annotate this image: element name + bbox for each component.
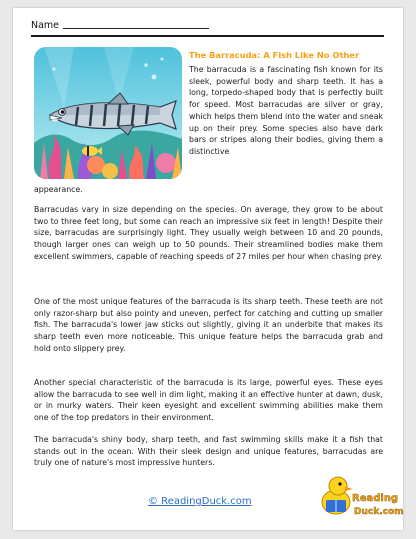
paragraph-1-side: The barracuda is a fascinating fish known for its sleek, powerful body and sharp teeth. It has a long, torpedo-shaped body that is perfectly built for speed. Most barracudas are silver or gray, which helps them blend into the water and sneak up on their prey. Some species also have dark bars or stripes along their bodies, giving them a distinctive: [189, 65, 383, 156]
paragraph-5: The barracuda's shiny body, sharp teeth, and fast swimming skills make it a fish that stands out in the ocean. With their sleek design and unique features, barracudas are truly one of nature's most impressive hunters.: [34, 435, 383, 468]
article-title: The Barracuda: A Fish Like No Other: [189, 50, 360, 60]
paragraph-4: Another special characteristic of the barracuda is its large, powerful eyes. These eyes allow the barracuda to see well in dim light, making it an effective hunter at dawn, dusk, or in murky waters. Their keen eyesight and excellent swimming abilities make them one of the top predators in their environment.: [34, 378, 383, 423]
name-line[interactable]: [63, 19, 209, 29]
name-field-row: [31, 19, 209, 31]
name-label: Name: [31, 20, 60, 31]
header-divider: [31, 35, 384, 37]
logo-text-reading: Reading: [352, 493, 399, 504]
logo-text-duck: Duck.com: [354, 507, 404, 517]
paragraph-2: Barracudas vary in size depending on the species. On average, they grow to be about two to three feet long, but some can reach an impressive six feet in length! Despite their size, barracudas are surprisingly light. They usually weigh between 10 and 20 pounds, though larger ones can weigh up to 50 pounds. Their streamlined bodies make them excellent swimmers, capable of reaching speeds of 27 miles per hour when chasing prey.: [34, 205, 383, 261]
paragraph-3: One of the most unique features of the barracuda is its sharp teeth. These teeth are not only razor-sharp but also pointy and uneven, perfect for catching and cutting up smaller fish. The barracuda's lower jaw sticks out slightly, giving it an underbite that makes its sharp teeth even more noticeable. This unique feature helps the barracuda grab and hold onto slippery prey.: [34, 297, 383, 353]
reading-duck-logo: [318, 470, 404, 522]
reading-duck-link[interactable]: © ReadingDuck.com: [148, 496, 252, 507]
barracuda-illustration: [34, 47, 182, 179]
paragraph-1-continued: appearance.: [34, 185, 83, 194]
